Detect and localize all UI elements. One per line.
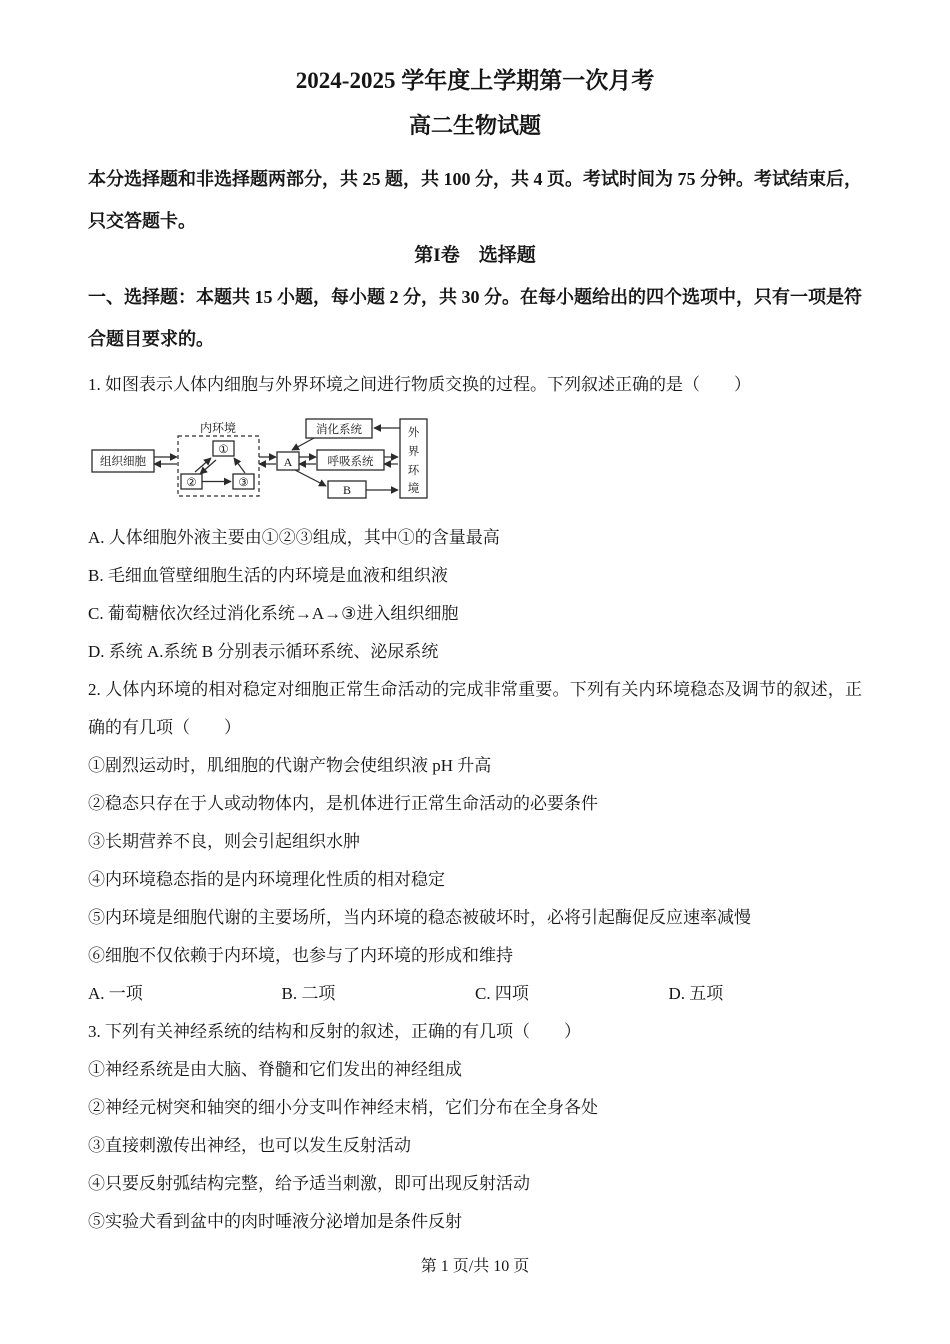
q2-stem: 2. 人体内环境的相对稳定对细胞正常生命活动的完成非常重要。下列有关内环境稳态及调节的叙述，正确的有几项（ ） — [88, 680, 862, 737]
q1-option-c: C. 葡萄糖依次经过消化系统→A→③进入组织细胞 — [88, 604, 459, 623]
node2-label: ② — [186, 477, 197, 489]
q2-option-c: C. 四项 — [475, 984, 529, 1003]
diagram-box-system-b — [328, 481, 366, 498]
external-env-char-3: 环 — [407, 465, 420, 477]
tissue-cells-label: 组织细胞 — [100, 456, 146, 468]
system-a-label: A — [283, 455, 293, 469]
q2-item-5: ⑤内环境是细胞代谢的主要场所，当内环境的稳态被破坏时，必将引起酶促反应速率减慢 — [88, 908, 751, 927]
q1-option-b: B. 毛细血管壁细胞生活的内环境是血液和组织液 — [88, 566, 448, 585]
page-footer: 第 1 页/共 10 页 — [420, 1258, 530, 1275]
diagram-box-digestive — [306, 419, 372, 438]
external-env-char-1: 外 — [407, 427, 420, 439]
diagram-box-respiratory — [317, 450, 384, 470]
system-b-label: B — [342, 483, 352, 497]
q2-item-4: ④内环境稳态指的是内环境理化性质的相对稳定 — [88, 870, 445, 889]
diagram-box-system-a — [277, 452, 299, 470]
external-env-char-4: 境 — [407, 483, 420, 495]
q3-item-4: ④只要反射弧结构完整，给予适当刺激，即可出现反射活动 — [88, 1174, 530, 1193]
q2-item-6: ⑥细胞不仅依赖于内环境，也参与了内环境的形成和维持 — [88, 946, 513, 965]
node3-label: ③ — [238, 477, 249, 489]
q2-options-row — [88, 975, 862, 1013]
q3-item-1: ①神经系统是由大脑、脊髓和它们发出的神经组成 — [88, 1060, 462, 1079]
q3-item-5: ⑤实验犬看到盆中的肉时唾液分泌增加是条件反射 — [88, 1212, 462, 1231]
diagram-box-internal-env — [178, 420, 259, 496]
q1-stem: 1. 如图表示人体内细胞与外界环境之间进行物质交换的过程。下列叙述正确的是（ ） — [88, 375, 751, 394]
material-exchange-diagram — [88, 411, 436, 509]
diagram-box-tissue-cells — [92, 450, 154, 472]
q1-option-a: A. 人体细胞外液主要由①②③组成，其中①的含量最高 — [88, 528, 500, 547]
q2-option-a: A. 一项 — [88, 984, 143, 1003]
node1-label: ① — [218, 444, 229, 456]
q3-stem: 3. 下列有关神经系统的结构和反射的叙述，正确的有几项（ ） — [88, 1022, 581, 1041]
q2-option-d: D. 五项 — [668, 984, 724, 1003]
q2-item-2: ②稳态只存在于人或动物体内，是机体进行正常生命活动的必要条件 — [88, 794, 598, 813]
section-instructions: 一、选择题：本题共 15 小题，每小题 2 分，共 30 分。在每小题给出的四个选项中，只有一项是符合题目要求的。 — [88, 287, 862, 349]
internal-env-label: 内环境 — [199, 421, 237, 435]
volume-header: 第I卷 选择题 — [414, 245, 536, 266]
page-title: 2024-2025 学年度上学期第一次月考 — [295, 68, 655, 93]
respiratory-label: 呼吸系统 — [327, 456, 374, 468]
exam-instructions: 本分选择题和非选择题两部分，共 25 题，共 100 分，共 4 页。考试时间为 75 分钟。考试结束后，只交答题卡。 — [88, 169, 862, 231]
q3-item-3: ③直接刺激传出神经，也可以发生反射活动 — [88, 1136, 411, 1155]
q1-diagram — [88, 411, 862, 514]
q1-option-d: D. 系统 A.系统 B 分别表示循环系统、泌尿系统 — [88, 642, 439, 661]
diagram-box-external-env — [400, 419, 427, 498]
q3-item-2: ②神经元树突和轴突的细小分支叫作神经末梢，它们分布在全身各处 — [88, 1098, 598, 1117]
page-subtitle: 高二生物试题 — [408, 113, 541, 138]
q2-option-b: B. 二项 — [281, 984, 336, 1003]
external-env-char-2: 界 — [407, 446, 420, 458]
q2-item-1: ①剧烈运动时，肌细胞的代谢产物会使组织液 pH 升高 — [88, 756, 492, 775]
digestive-label: 消化系统 — [316, 424, 362, 436]
q2-item-3: ③长期营养不良，则会引起组织水肿 — [88, 832, 360, 851]
